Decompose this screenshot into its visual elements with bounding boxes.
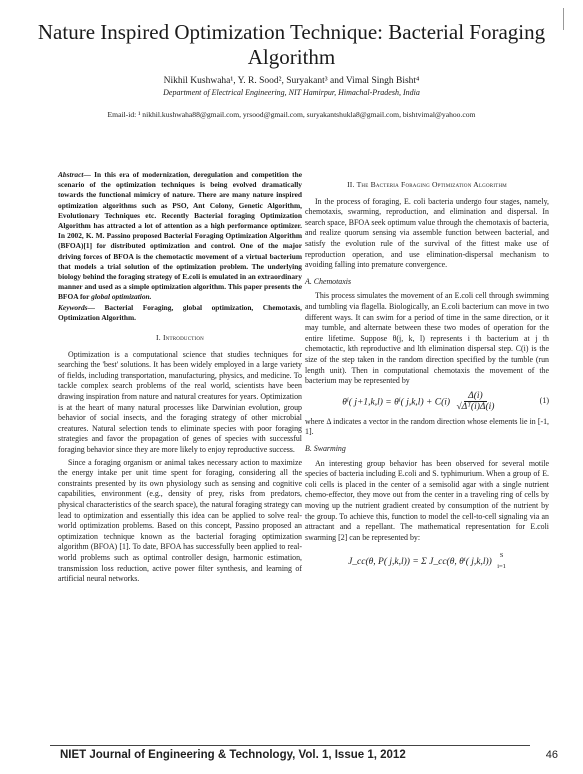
keywords — [58, 303, 302, 323]
subsection-heading-swarming: B. Swarming — [305, 444, 346, 454]
equation-1-denominator: √Δᵀ(i)Δ(i) — [456, 402, 495, 413]
keywords-label: Keywords— — [58, 302, 95, 312]
section-heading-bfoa: II. The Bacteria Foraging Optimization Algorithm — [347, 180, 507, 189]
swarming-paragraph-1: An interesting group behavior has been observed for several motile species of bacteria including E.coli and S. typhimurium. When a group of E. coli cells is placed in the center of a semisolid agar with a single nutrient chemo-effector, they move out from the center in a traveling ring of cells by moving up the nutrient gradient created by consumption of the nutrient by the group. To achieve this, function to model the cell-to-cell signaling via an attractant and a repellant. The mathematical representation for E.coli swarming [2] can be represented by: — [305, 458, 549, 542]
footer-divider — [50, 745, 530, 746]
left-column — [58, 170, 302, 587]
equation-2-sum-bottom: i=1 — [497, 563, 506, 570]
page-number: 46 — [545, 749, 558, 761]
bfoa-paragraph-1: In the process of foraging, E. coli bacteria undergo four stages, namely, chemotaxis, swarming, reproduction, and elimination and dispersal. In search space, BFOA seek optimum value through the chemotaxis of bacteria, and realize quorum sensing via assemble function between bacterial, and satisfy the evolution rule of the survival of the fittest make use of reproduction operation, and use elimination-dispersal mechanism to avoiding falling into premature convergence. — [305, 196, 549, 270]
intro-paragraph-2: Since a foraging organism or animal takes necessary action to maximize the energy intake per unit time spent for foraging, considering all the constraints presented by its own physiology such as sensing and cognitive capabilities, environment (e.g., density of prey, risks from predators, physical characteristics of the search space), the natural foraging strategy can lead to optimization and essentially this idea can be applied to solve real-world optimization problems. Based on this concept, Passino proposed an optimization technique known as the bacterial foraging optimization algorithm (BFOA) [1]. To date, BFOA has successfully been applied to real-world problems such as optimal controller design, harmonic estimation, transmission loss reduction, active power filter synthesis, and learning of artificial neural networks. — [58, 457, 302, 584]
abstract-italic-tail: global optimization. — [91, 292, 152, 302]
equation-2 — [305, 551, 549, 572]
chemotaxis-paragraph-1: This process simulates the movement of an E.coli cell through swimming and tumbling via flagella. Biologically, an E.coli bacterium can move in two different ways. It can swim for a period of time in the same direction, or it may tumble, and alternate between these two modes of operation for the entire lifetime. Suppose θ(j, k, l) represents i th bacterium at j th chemotactic, kth reproductive and lth elimination dispersal step. C(i) is the size of the step taken in the random direction specified by the tumble (run length unit). Then in computational chemotaxis the movement of the bacterium may be represented by — [305, 291, 549, 386]
journal-footer: NIET Journal of Engineering & Technology, Vol. 1, Issue 1, 2012 — [60, 749, 406, 761]
affiliation: Department of Electrical Engineering, NIT Hamirpur, Himachal-Pradesh, India — [163, 88, 420, 97]
subsection-heading-chemotaxis: A. Chemotaxis — [305, 276, 352, 286]
equation-2-body — [305, 551, 549, 572]
equation-1 — [305, 391, 549, 413]
equation-1-body — [305, 391, 536, 413]
keywords-text: Bacterial Foraging, global optimization, Chemotaxis, Optimization Algorithm. — [58, 302, 302, 322]
intro-paragraph-1: Optimization is a computational science that studies techniques for searching the 'best' solutions. It has been widely employed in a large variety of fields, including transportation, manufacturing, physics, and medicine. To tackle complex search problems of the real world, scientists have been drawing inspiration from nature and natural creatures for years. Optimization is at the heart of many natural processes like Darwinian evolution, group behavior of social insects, and the foraging strategy of other microbial creatures. Natural selection tends to eliminate species with poor foraging strategies and favor the propagation of genes of species with successful foraging behavior since they are more likely to enjoy reproductive success. — [58, 349, 302, 454]
author-emails: Email-id: ¹ nikhil.kushwaha88@gmail.com, yrsood@gmail.com, suryakantshukla8@gmail.com, bishtvimal@yahoo.com — [107, 110, 476, 119]
section-heading-introduction: I. Introduction — [156, 333, 204, 343]
equation-2-sum-top: S — [499, 552, 504, 560]
equation-1-fraction — [452, 391, 498, 413]
chemotaxis-paragraph-2: where Δ indicates a vector in the random direction whose elements lie in [-1, 1]. — [305, 416, 549, 437]
author-list: Nikhil Kushwaha¹, Y. R. Sood², Suryakant³ and Vimal Singh Bisht⁴ — [163, 76, 420, 86]
paper-title: Nature Inspired Optimization Technique: Bacterial Foraging Algorithm — [37, 20, 546, 69]
equation-1-number: (1) — [539, 396, 549, 406]
equation-1-numerator: Δ(i) — [464, 391, 487, 403]
equation-2-sum-limits — [497, 551, 506, 572]
abstract — [58, 170, 302, 303]
right-column — [305, 180, 549, 577]
equation-2-text: J_cc(θ, P( j,k,l)) = Σ J_cc(θ, θⁱ( j,k,l)) — [348, 557, 492, 568]
abstract-label: Abstract— — [58, 170, 91, 179]
equation-1-lhs: θⁱ( j+1,k,l) = θⁱ( j,k,l) + C(i) — [342, 396, 451, 407]
abstract-text: In this era of modernization, deregulation and competition the scenario of the optimization techniques is being evolved dramatically towards the functional mimicry of nature. There are many nature inspired optimization algorithms such as PSO, Ant Colony, Genetic Algorithm, Evolutionary Techniques etc. Recently Bacterial foraging Optimization Algorithm has attracted a lot of attention as a high performance optimizer. In 2002, K. M. Passino proposed Bacterial Foraging Optimization Algorithm (BFOA)[1] for distributed optimization and control. One of the major driving forces of BFOA is the chemotactic movement of a virtual bacterium that models a trial solution of the optimization problem. The underlying biology behind the foraging strategy of E.coli is emulated in an extraordinary manner and used as a simple optimization algorithm. This paper presents the BFOA for — [58, 170, 302, 302]
